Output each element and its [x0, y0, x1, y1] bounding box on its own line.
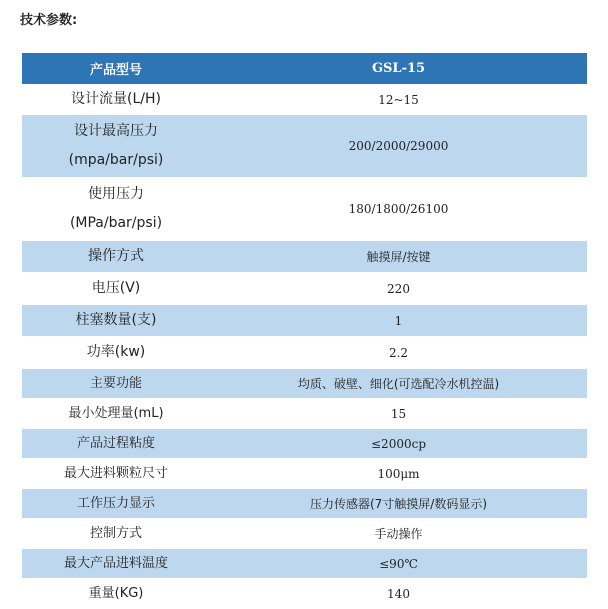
param-name: 操作方式 — [22, 241, 210, 273]
param-value: 180/1800/26100 — [210, 178, 587, 241]
section-heading: 技术参数: — [20, 13, 78, 28]
table-row — [22, 579, 587, 609]
table-row — [22, 85, 587, 115]
param-value: 220 — [210, 273, 587, 305]
param-name: 最小处理量(mL) — [22, 399, 210, 429]
table-row — [22, 115, 587, 178]
param-value: 12~15 — [210, 85, 587, 115]
table-row — [22, 241, 587, 273]
table-row — [22, 399, 587, 429]
param-name: 重量(KG) — [22, 579, 210, 609]
table-row — [22, 519, 587, 549]
param-value: ≤90℃ — [210, 549, 587, 579]
table-row — [22, 369, 587, 399]
table-row — [22, 337, 587, 369]
param-name — [22, 178, 210, 241]
param-name: 最大产品进料温度 — [22, 549, 210, 579]
param-value: 1 — [210, 305, 587, 337]
param-name: 控制方式 — [22, 519, 210, 549]
param-value: 100μm — [210, 459, 587, 489]
table-row — [22, 489, 587, 519]
param-name — [22, 115, 210, 178]
param-value: 200/2000/29000 — [210, 115, 587, 178]
param-name: 主要功能 — [22, 369, 210, 399]
header-model: GSL-15 — [210, 53, 587, 85]
param-name: 功率(kw) — [22, 337, 210, 369]
param-name: 工作压力显示 — [22, 489, 210, 519]
table-row — [22, 459, 587, 489]
param-name-unit: (mpa/bar/psi) — [68, 152, 164, 168]
table-row — [22, 273, 587, 305]
param-name-line: 设计最高压力 — [74, 123, 158, 139]
param-value: 压力传感器(7寸触摸屏/数码显示) — [210, 489, 587, 519]
param-name: 柱塞数量(支) — [22, 305, 210, 337]
param-name: 设计流量(L/H) — [22, 85, 210, 115]
param-name: 产品过程粘度 — [22, 429, 210, 459]
param-value: 手动操作 — [210, 519, 587, 549]
param-value: 均质、破壁、细化(可选配冷水机控温) — [210, 369, 587, 399]
param-name-line: 使用压力 — [88, 186, 144, 202]
header-label: 产品型号 — [22, 53, 210, 85]
table-row — [22, 305, 587, 337]
table-row — [22, 178, 587, 241]
param-name: 电压(V) — [22, 273, 210, 305]
spec-table — [22, 53, 587, 609]
param-name-unit: (MPa/bar/psi) — [69, 215, 163, 231]
param-value: 15 — [210, 399, 587, 429]
param-value: 140 — [210, 579, 587, 609]
param-value: ≤2000cp — [210, 429, 587, 459]
table-header-row — [22, 53, 587, 85]
param-value: 触摸屏/按键 — [210, 241, 587, 273]
param-value: 2.2 — [210, 337, 587, 369]
param-name: 最大进料颗粒尺寸 — [22, 459, 210, 489]
table-row — [22, 429, 587, 459]
table-row — [22, 549, 587, 579]
